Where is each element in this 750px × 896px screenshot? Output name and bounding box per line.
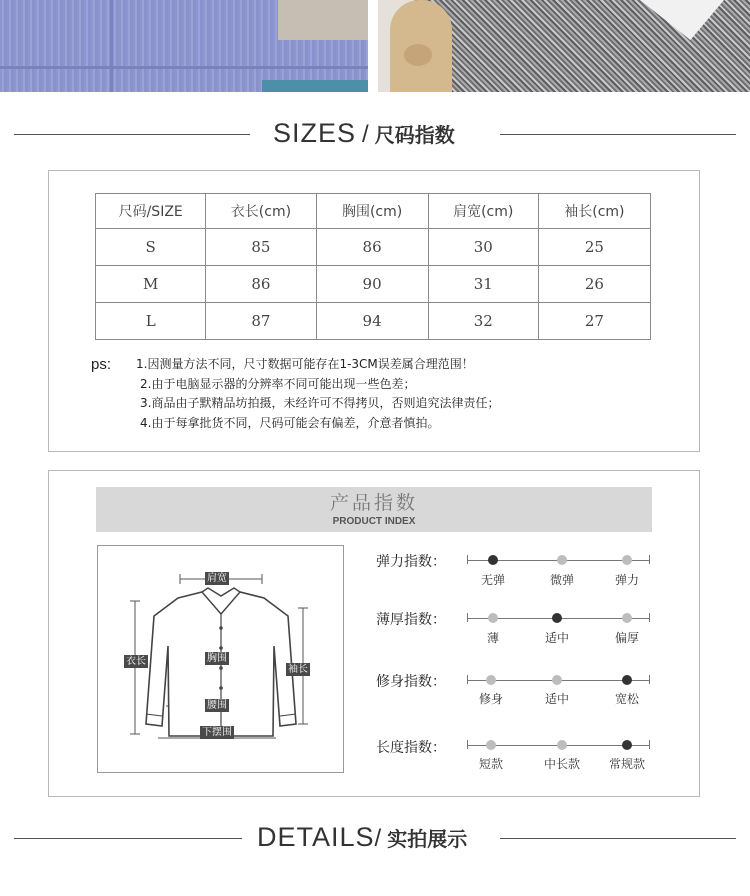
details-heading-sep: / bbox=[374, 825, 382, 852]
scale-option: 常规款 bbox=[608, 757, 645, 771]
table-header-cell: 胸围(cm) bbox=[316, 194, 428, 229]
scale-tick bbox=[467, 675, 468, 684]
scale-dot bbox=[486, 740, 496, 750]
sizes-heading-zh: 尺码指数 bbox=[374, 123, 455, 147]
product-index-subtitle: PRODUCT INDEX bbox=[332, 516, 416, 527]
table-cell: 27 bbox=[538, 303, 650, 340]
notes-label: ps: bbox=[91, 356, 112, 373]
label-garment-length: 衣长 bbox=[126, 656, 146, 667]
size-table bbox=[95, 193, 651, 340]
scale-tick bbox=[649, 740, 650, 749]
scale-tick bbox=[649, 675, 650, 684]
table-cell: 94 bbox=[316, 303, 428, 340]
scale-dot bbox=[488, 613, 498, 623]
table-cell: 86 bbox=[316, 229, 428, 266]
table-header-cell: 袖长(cm) bbox=[538, 194, 650, 229]
label-chest: 胸围 bbox=[207, 653, 227, 664]
scale-dot bbox=[557, 740, 567, 750]
note-item: 2.由于电脑显示器的分辨率不同可能出现一些色差； bbox=[140, 376, 416, 391]
scale-option: 修身 bbox=[478, 692, 503, 706]
sizes-heading bbox=[273, 118, 455, 154]
scale-dot bbox=[552, 675, 562, 685]
measurement-diagram bbox=[97, 545, 344, 773]
scale-dot bbox=[622, 555, 632, 565]
scale-tick bbox=[467, 555, 468, 564]
table-cell: 90 bbox=[316, 266, 428, 303]
scale-option: 微弹 bbox=[549, 573, 574, 587]
scale-option: 宽松 bbox=[614, 692, 639, 706]
table-header-cell: 肩宽(cm) bbox=[428, 194, 538, 229]
table-cell: 26 bbox=[538, 266, 650, 303]
label-waist: 腰围 bbox=[207, 700, 227, 711]
scale-option: 中长款 bbox=[543, 757, 580, 771]
metric-label-elasticity: 弹力指数： bbox=[376, 554, 446, 570]
photo-blue-linen-dress bbox=[0, 0, 368, 92]
product-index-title: 产品指数 bbox=[329, 492, 418, 514]
table-row bbox=[96, 266, 651, 303]
scale-option: 薄 bbox=[486, 631, 499, 645]
label-sleeve-length: 袖长 bbox=[288, 664, 308, 675]
scale-dot-selected bbox=[622, 675, 632, 685]
scale-option: 适中 bbox=[544, 631, 569, 645]
scale-tick bbox=[467, 613, 468, 622]
table-cell: 85 bbox=[206, 229, 316, 266]
table-header-cell: 尺码/SIZE bbox=[96, 194, 206, 229]
scale-option: 适中 bbox=[544, 692, 569, 706]
table-cell: 86 bbox=[206, 266, 316, 303]
heading-divider-right bbox=[500, 134, 736, 135]
table-cell: 32 bbox=[428, 303, 538, 340]
heading-divider-right bbox=[500, 838, 736, 839]
table-cell: S bbox=[96, 229, 206, 266]
scale-option: 弹力 bbox=[614, 573, 639, 587]
scale-tick bbox=[467, 740, 468, 749]
metric-label-length: 长度指数： bbox=[376, 740, 446, 756]
label-shoulder-width: 肩宽 bbox=[207, 573, 227, 584]
scale-tick bbox=[649, 613, 650, 622]
metric-label-thickness: 薄厚指数： bbox=[376, 612, 446, 628]
scale-dot-selected bbox=[622, 740, 632, 750]
details-heading-en: DETAILS bbox=[257, 822, 375, 852]
sizes-heading-en: SIZES bbox=[273, 118, 357, 148]
scale-dot-selected bbox=[488, 555, 498, 565]
photo-tweed-jacket-on-mannequin bbox=[378, 0, 750, 92]
scale-option: 偏厚 bbox=[614, 631, 639, 645]
table-cell: 25 bbox=[538, 229, 650, 266]
table-row bbox=[96, 229, 651, 266]
table-header-cell: 衣长(cm) bbox=[206, 194, 316, 229]
heading-divider-left bbox=[14, 134, 250, 135]
note-item: 1.因测量方法不同，尺寸数据可能存在1-3CM误差属合理范围！ bbox=[136, 357, 474, 371]
scale-dot bbox=[622, 613, 632, 623]
table-cell: M bbox=[96, 266, 206, 303]
product-index-banner bbox=[96, 487, 652, 532]
scale-dot-selected bbox=[552, 613, 562, 623]
table-cell: 31 bbox=[428, 266, 538, 303]
table-row bbox=[96, 303, 651, 340]
table-cell: 30 bbox=[428, 229, 538, 266]
details-heading-zh: 实拍展示 bbox=[387, 827, 468, 851]
table-cell: L bbox=[96, 303, 206, 340]
heading-divider-left bbox=[14, 838, 242, 839]
sizes-heading-sep: / bbox=[362, 121, 369, 148]
scale-option: 短款 bbox=[478, 757, 503, 771]
note-item: 3.商品由子默精品坊拍摄，未经许可不得拷贝，否则追究法律责任； bbox=[140, 396, 500, 410]
scale-dot bbox=[557, 555, 567, 565]
note-item: 4.由于每拿批货不同，尺码可能会有偏差，介意者慎拍。 bbox=[140, 415, 440, 430]
metric-label-fit: 修身指数： bbox=[376, 674, 446, 690]
scale-tick bbox=[649, 555, 650, 564]
scale-option: 无弹 bbox=[480, 573, 505, 587]
scale-dot bbox=[486, 675, 496, 685]
label-hem: 下摆围 bbox=[202, 727, 232, 738]
table-header-row bbox=[96, 194, 651, 229]
table-cell: 87 bbox=[206, 303, 316, 340]
details-heading bbox=[257, 822, 467, 858]
